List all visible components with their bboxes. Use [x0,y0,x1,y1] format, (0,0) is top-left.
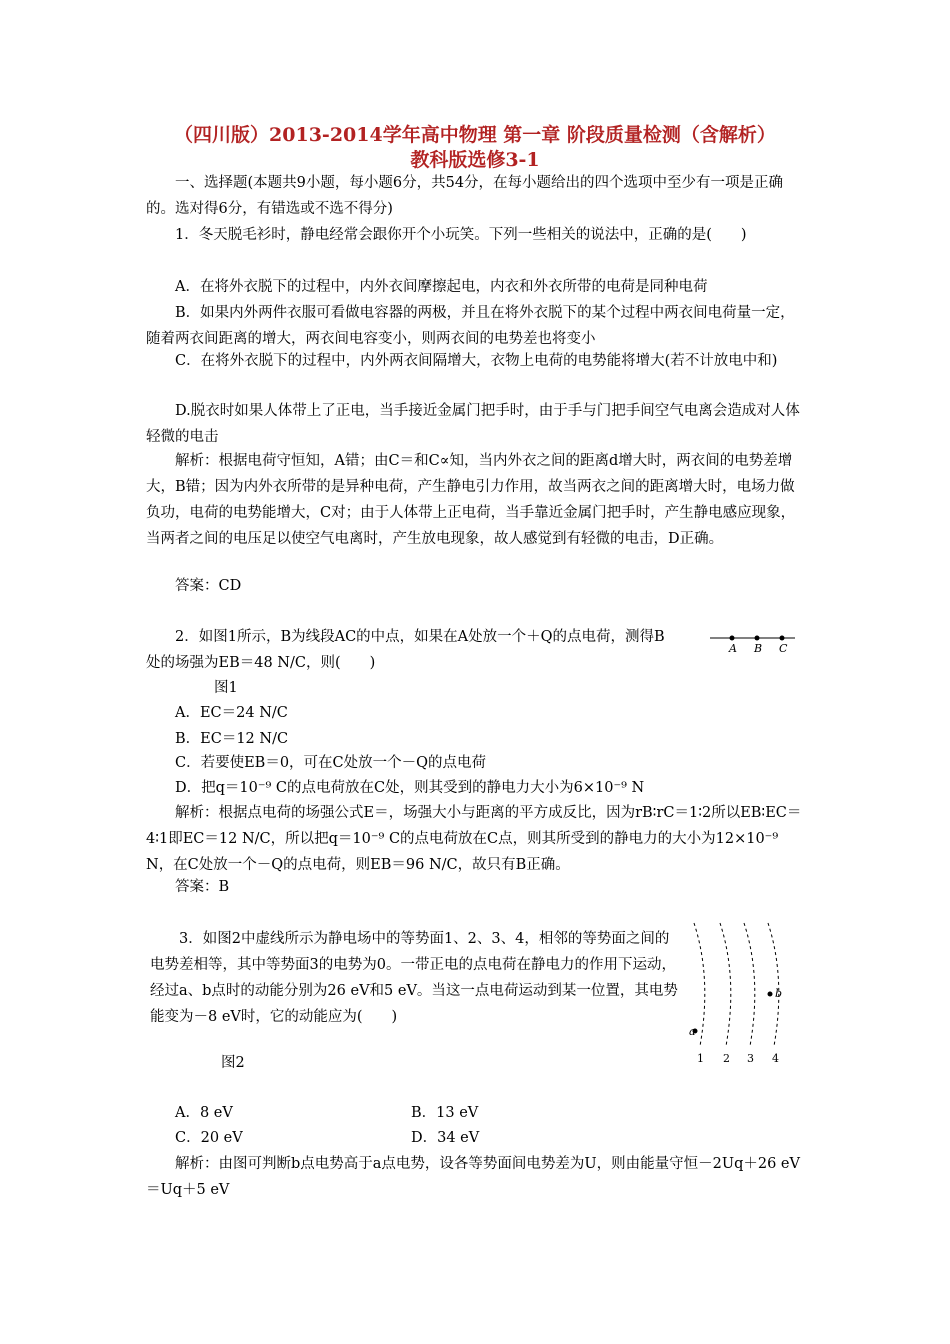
q2-answer: 答案：B [175,879,230,895]
q2-analysis: 解析：根据点电荷的场强公式E＝，场强大小与距离的平方成反比，因为rB∶rC＝1∶2所以EB∶EC＝4∶1即EC＝12 N/C，所以把q＝10⁻⁹ C的点电荷放在C点，则其所受到的静电力的大小为12×10⁻⁹ N，在C处放一个－Q的点电荷，则EB＝96 N/C，故只有B正确。 [146,805,802,873]
q3-option-d: D．34 eV [411,1130,480,1146]
figure-1-caption: 图1 [214,680,238,696]
q1-answer: 答案：CD [175,578,242,594]
fig2-label-3: 3 [747,1052,754,1065]
document-title-line2: 教科版选修3-1 [410,149,540,171]
fig2-label-4: 4 [772,1052,779,1065]
document-title-line1: （四川版）2013-2014学年高中物理 第一章 阶段质量检测（含解析） [174,124,776,146]
q2-stem: 2．如图1所示，B为线段AC的中点，如果在A处放一个＋Q的点电荷，测得B处的场强为EB＝48 N/C，则( ) [146,629,665,671]
q1-analysis: 解析：根据电荷守恒知，A错；由C＝和C∝知，当内外衣之间的距离d增大时，两衣间的电势差增大，B错；因为内外衣所带的是异种电荷，产生静电引力作用，故当两衣之间的距离增大时，电场力做负功，电荷的电势能增大，C对；由于人体带上正电荷，当手靠近金属门把手时，产生静电感应现象，当两者之间的电压足以使空气电离时，产生放电现象，故人感觉到有轻微的电击，D正确。 [146,453,796,547]
q1-option-c: C．在将外衣脱下的过程中，内外两衣间隔增大，衣物上电荷的电势能将增大(若不计放电中和) [175,353,778,369]
fig2-label-1: 1 [697,1052,704,1065]
q2-option-c: C．若要使EB＝0，可在C处放一个－Q的点电荷 [175,755,487,771]
fig2-label-a: a [689,1025,696,1038]
fig1-label-b: B [754,642,763,655]
q3-option-a: A．8 eV [175,1105,233,1121]
fig1-label-a: A [729,642,737,655]
q3-option-b: B．13 eV [411,1105,479,1121]
q1-stem: 1．冬天脱毛衫时，静电经常会跟你开个小玩笑。下列一些相关的说法中，正确的是( ) [175,227,747,243]
figure-2-caption: 图2 [221,1055,245,1071]
section-header: 一、选择题(本题共9小题，每小题6分，共54分，在每小题给出的四个选项中至少有一项是正确的。选对得6分，有错选或不选不得分) [146,175,784,217]
q1-option-a: A．在将外衣脱下的过程中，内外衣间摩擦起电，内衣和外衣所带的电荷是同种电荷 [175,279,708,295]
figure-2-equipotential-surfaces [680,918,790,1068]
fig2-label-2: 2 [723,1052,730,1065]
q2-option-a: A．EC＝24 N/C [175,705,288,721]
q2-option-b: B．EC＝12 N/C [175,731,289,747]
q1-option-d: D.脱衣时如果人体带上了正电，当手接近金属门把手时，由于手与门把手间空气电离会造成对人体轻微的电击 [146,403,800,445]
fig1-label-c: C [779,642,788,655]
q3-stem: 3．如图2中虚线所示为静电场中的等势面1、2、3、4，相邻的等势面之间的电势差相等，其中等势面3的电势为0。一带正电的点电荷在静电力的作用下运动，经过a、b点时的动能分别为26 eV和5 eV。当这一点电荷运动到某一位置，其电势能变为－8 eV时，它的动能应为( ) [150,931,678,1025]
figure-1-line-segment [705,630,805,656]
q1-option-b: B．如果内外两件衣服可看做电容器的两极，并且在将外衣脱下的某个过程中两衣间电荷量一定，随着两衣间距离的增大，两衣间电容变小，则两衣间的电势差也将变小 [146,305,795,347]
q2-option-d: D．把q＝10⁻⁹ C的点电荷放在C处，则其受到的静电力大小为6×10⁻⁹ N [175,780,645,796]
q3-option-c: C．20 eV [175,1130,243,1146]
fig2-label-b: b [775,987,783,1000]
q3-analysis: 解析：由图可判断b点电势高于a点电势，设各等势面间电势差为U，则由能量守恒－2Uq＋26 eV＝Uq＋5 eV [146,1156,800,1198]
